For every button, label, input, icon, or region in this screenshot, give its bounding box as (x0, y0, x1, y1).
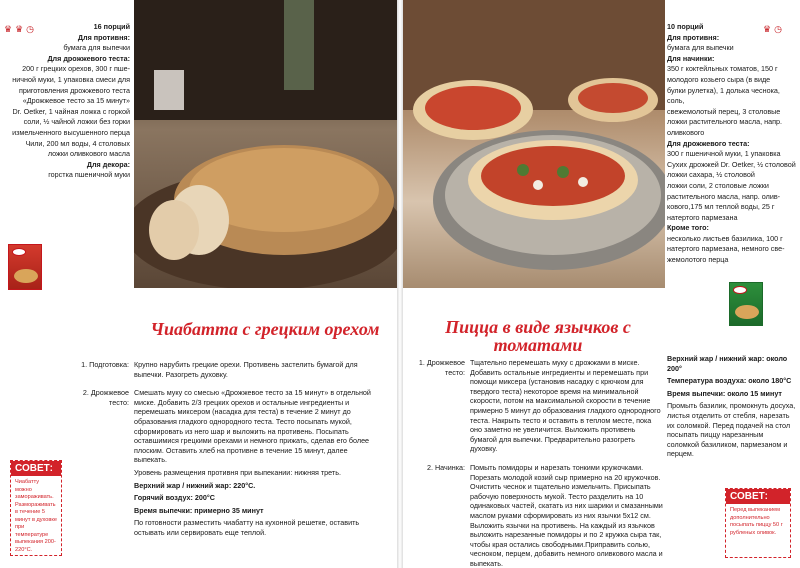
ingredient-heading: 10 порций (667, 22, 704, 31)
step-paragraph: Горячий воздух: 200°C (134, 493, 215, 503)
ingredient-line: Сухих дрожжей Dr. Oetker, ½ столовой (667, 159, 796, 169)
chef-hat-icon: ♛ (4, 24, 13, 34)
step-label: 2. Дрожжевое тесто: (82, 388, 129, 407)
ingredient-line: горстка пшеничной муки (48, 170, 130, 180)
yeast-dough-mix-package (8, 244, 42, 290)
dry-yeast-package (729, 282, 763, 326)
ingredient-line: ничной муки, 1 упаковка смеси для (12, 74, 130, 84)
recipe-title: Чиабатта с грецким орехом (150, 319, 380, 339)
ingredients-list (4, 22, 130, 181)
clock-icon: ◷ (26, 24, 35, 34)
ingredient-heading: Для декора: (86, 159, 130, 169)
step-paragraph: Уровень размещения противня при выпекании: нижняя треть. (134, 467, 341, 477)
ingredient-line: Чили, 200 мл воды, 4 столовых (25, 138, 130, 148)
extra-paragraph: Промыть базилик, промокнуть досуха, листья отделить от стебля, нарезать их соломкой. Перед подачей на стол посыпать пиццу нарезанным соломкой базиликом, пармезаном и перцем. (667, 401, 796, 459)
ingredient-line: 300 г пшеничной муки, 1 упаковка (667, 149, 781, 159)
tip-text: Перед выпеканием дополнительно посыпать пиццу 50 г рубленых оливок. (730, 507, 783, 536)
dr-oetker-logo (12, 248, 26, 256)
ingredient-line: кового,175 мл теплой воды, 25 г (667, 202, 775, 212)
step-paragraph: Тщательно перемешать муку с дрожжами в миске. Добавить остальные ингредиенты и перемешать при помощи миксера (установив насадку с крючком для твердого теста) некоторое время на минимальной скорости, потом на максимальной скорости в течение примерно 5 минут до образования гладкого однородного теста. Накрыть тесто и оставить в теплом месте, пока оно заметно не увеличится. Выложить противень бумагой для выпечки. Предварительно разогреть духовку. (470, 358, 661, 454)
step-body (470, 463, 664, 568)
step-label: 1. Дрожжевое тесто: (418, 358, 465, 377)
ingredient-line: растительного масла, напр. олив- (667, 191, 781, 201)
right-page (403, 0, 800, 568)
step-paragraph: Помыть помидоры и нарезать тонкими кружочками. Порезать молодой козий сыр примерно на 20 кружочков. Очистить чеснок и тщательно измельчить. Присыпать рабочую поверхность мукой. Тесто разделить на 10 одинаковых частей, скатать из них шарики и смазанными маслом руками сформировать из них язычки 5x12 см. Выложить язычки на противень. На каждый из язычков выложить нарезанные помидоры и по 2 кружка сыра так, чтобы края остались свободными.Приправить солью, чесноком, перцем, добавить немного оливкового масла и выпекать. (470, 462, 663, 568)
ingredient-line: соли, ½ чайной ложки без горки (23, 117, 130, 127)
ingredient-line: приготовления дрожжевого теста (18, 85, 130, 95)
tip-heading: СОВЕТ: (11, 461, 61, 476)
tip-box (10, 460, 62, 556)
pizza-illustration (403, 0, 665, 288)
recipe-step (70, 388, 382, 540)
recipe-title: Пицца в виде язычков с томатами (445, 317, 631, 355)
ciabatta-illustration (134, 0, 397, 288)
ingredient-heading: Для дрожжевого теста: (667, 138, 750, 148)
dr-oetker-logo (733, 286, 747, 294)
ingredient-line: 350 г коктейльных томатов, 150 г (667, 64, 778, 74)
step-paragraph: Крупно нарубить грецкие орехи. Противень застелить бумагой для выпечки. Разогреть духовку. (134, 360, 358, 379)
ingredient-line: оливкового (667, 127, 705, 137)
ingredient-line: бумага для выпечки (63, 43, 130, 53)
ingredient-line: ложки оливкового масла (47, 149, 130, 159)
ingredient-heading: Для начинки: (667, 53, 715, 63)
ingredient-line: ложки соли, 2 столовые ложки (667, 180, 769, 190)
ciabatta-photo (134, 0, 397, 288)
ingredient-heading: Кроме того: (667, 223, 709, 233)
ingredient-heading: Для противня: (77, 32, 130, 42)
ingredient-line: свежемолотый перец, 3 столовые (667, 106, 781, 116)
tip-box (725, 488, 791, 558)
ingredient-line: ложки растительного масла, напр. (667, 117, 782, 127)
step-paragraph: По готовности разместить чиабатту на кухонной решетке, оставить остывать или сервировать еще теплой. (134, 518, 360, 537)
recipe-step (70, 360, 382, 382)
ingredient-line: 200 г грецких орехов, 300 г пше- (22, 64, 130, 74)
ingredient-line: измельченного высушенного перца (12, 127, 130, 137)
ingredient-line: натертого пармезана (667, 212, 738, 222)
chef-hat-icon: ♛ (763, 24, 772, 34)
ingredient-heading: Для дрожжевого теста: (47, 53, 130, 63)
ingredient-line: ложки сахара, ½ столовой (667, 170, 755, 180)
step-body (134, 388, 382, 540)
step-paragraph: Верхний жар / нижний жар: 220°C. (134, 480, 256, 490)
step-body (470, 358, 664, 457)
bun-icon (735, 305, 759, 319)
recipe-steps (408, 358, 664, 568)
baking-settings-and-serving (667, 354, 797, 462)
step-paragraph: Время выпечки: примерно 35 минут (134, 505, 264, 515)
ingredient-heading: 16 порций (93, 22, 130, 31)
ingredient-line: несколько листьев базилика, 100 г (667, 233, 783, 243)
extra-paragraph: Верхний жар / нижний жар: около 200° (667, 354, 788, 373)
ingredient-line: бумага для выпечки (667, 43, 734, 53)
extra-paragraph: Время выпечки: около 15 минут (667, 388, 782, 398)
ingredient-heading: Для противня: (667, 32, 720, 42)
tip-text: Чиабатту можно замораживать. Размораживать в течение 5 минут в духовке при температуре выпекания 200-220°С. (15, 479, 57, 553)
extra-paragraph: Температура воздуха: около 180°C (667, 376, 792, 386)
recipe-step (408, 358, 664, 457)
tip-heading: СОВЕТ: (726, 489, 790, 504)
chef-hat-icon: ♛ (15, 24, 24, 34)
bun-icon (14, 269, 38, 283)
step-paragraph: Смешать муку со смесью «Дрожжевое тесто за 15 минут» в отдельной миске. Добавить 2/3 грецких орехов и остальные ингредиенты и перемешать миксером (насадка для теста) в течение 2 минут до образования гладкого однородного теста. Тесто посыпать мукой, сформировать из него шар и выложить на противень. Посыпать оставшимися грецкими орехами и немного прижать, сделав его более плоским. Оставить хлеб на противне в течение 15 минут, далее выпекать. (134, 388, 371, 465)
ingredient-line: жемолотого перца (667, 255, 729, 265)
clock-icon: ◷ (774, 24, 782, 34)
left-page (0, 0, 397, 568)
ingredient-line: булки рулетка), 1 долька чеснока, соль, (667, 85, 780, 106)
step-body (134, 360, 382, 382)
recipe-steps (70, 360, 382, 547)
ingredients-list (667, 22, 799, 266)
step-label: 1. Подготовка: (81, 360, 129, 369)
ingredient-line: Dr. Oetker, 1 чайная ложка с горкой (12, 106, 130, 116)
ingredient-line: «Дрожжевое тесто за 15 минут» (22, 96, 130, 106)
recipe-step (408, 463, 664, 568)
pizza-photo (403, 0, 665, 288)
ingredient-line: молодого козьего сыра (в виде (667, 74, 771, 84)
ingredient-line: натертого пармезана, немного све- (667, 244, 785, 254)
step-label: 2. Начинка: (426, 462, 465, 472)
